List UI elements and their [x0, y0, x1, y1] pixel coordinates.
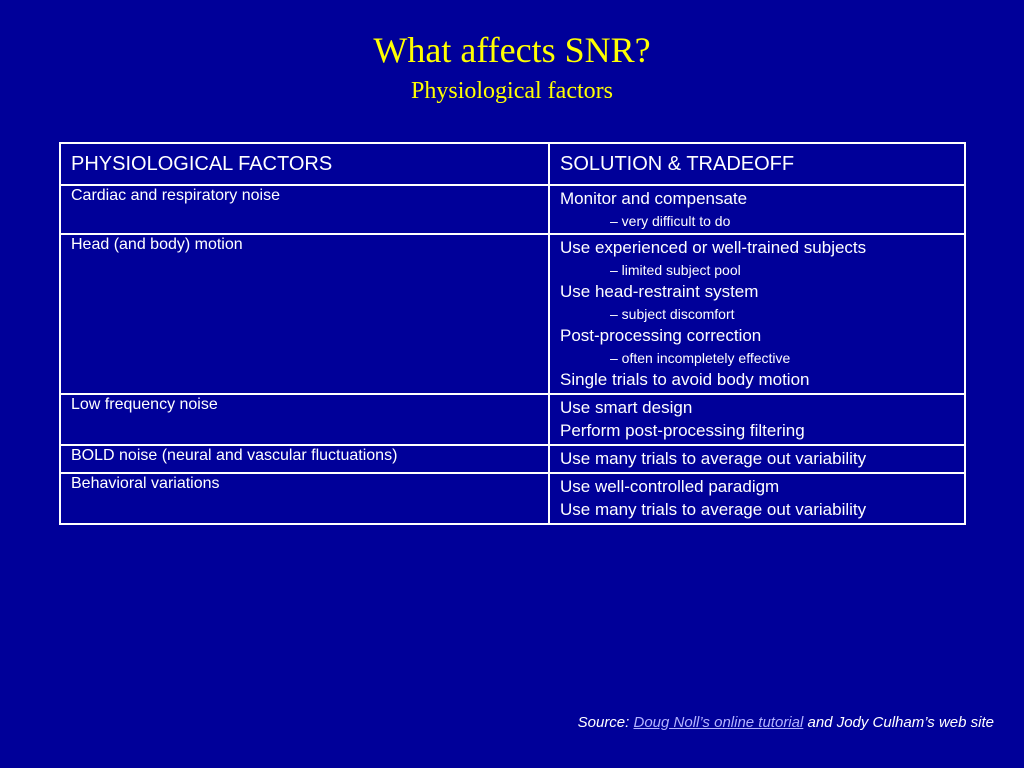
solution-item: Single trials to avoid body motion — [560, 370, 810, 389]
factor-cell: BOLD noise (neural and vascular fluctuations) — [60, 445, 549, 473]
solution-cell — [549, 394, 965, 445]
table-row — [60, 445, 965, 473]
table-row — [60, 234, 965, 394]
solution-item: Post-processing correction — [560, 326, 762, 345]
solution-cell — [549, 234, 965, 394]
factor-cell: Cardiac and respiratory noise — [60, 185, 549, 234]
tradeoff-note: – limited subject pool — [610, 262, 741, 278]
factor-cell: Low frequency noise — [60, 394, 549, 445]
tradeoff-note: – very difficult to do — [610, 213, 731, 229]
solution-item: Use many trials to average out variability — [560, 500, 867, 519]
solution-cell — [549, 445, 965, 473]
table-row — [60, 473, 965, 524]
header-solution-tradeoff: SOLUTION & TRADEOFF — [549, 143, 965, 185]
solution-cell — [549, 473, 965, 524]
table-row — [60, 394, 965, 445]
factors-table — [59, 142, 966, 525]
solution-item: Use experienced or well-trained subjects — [560, 238, 867, 257]
slide-title: What affects SNR? — [373, 30, 651, 70]
solution-cell — [549, 185, 965, 234]
solution-item: Use smart design — [560, 398, 693, 417]
tradeoff-note: – often incompletely effective — [610, 350, 791, 366]
solution-item: Use well-controlled paradigm — [560, 477, 780, 496]
slide-subtitle: Physiological factors — [411, 78, 613, 104]
table-header-row — [60, 143, 965, 185]
source-suffix: and Jody Culham’s web site — [803, 714, 994, 731]
source-prefix: Source: — [577, 714, 634, 731]
table-body — [60, 185, 965, 524]
factor-cell: Head (and body) motion — [60, 234, 549, 394]
factor-cell: Behavioral variations — [60, 473, 549, 524]
solution-item: Use many trials to average out variability — [560, 449, 867, 468]
header-physiological-factors: PHYSIOLOGICAL FACTORS — [60, 143, 549, 185]
solution-item: Use head-restraint system — [560, 282, 759, 301]
solution-item: Perform post-processing filtering — [560, 421, 805, 440]
table-row — [60, 185, 965, 234]
source-citation — [578, 714, 994, 731]
tutorial-link[interactable]: Doug Noll’s online tutorial — [633, 714, 804, 731]
tradeoff-note: – subject discomfort — [610, 306, 735, 322]
solution-item: Monitor and compensate — [560, 189, 748, 208]
